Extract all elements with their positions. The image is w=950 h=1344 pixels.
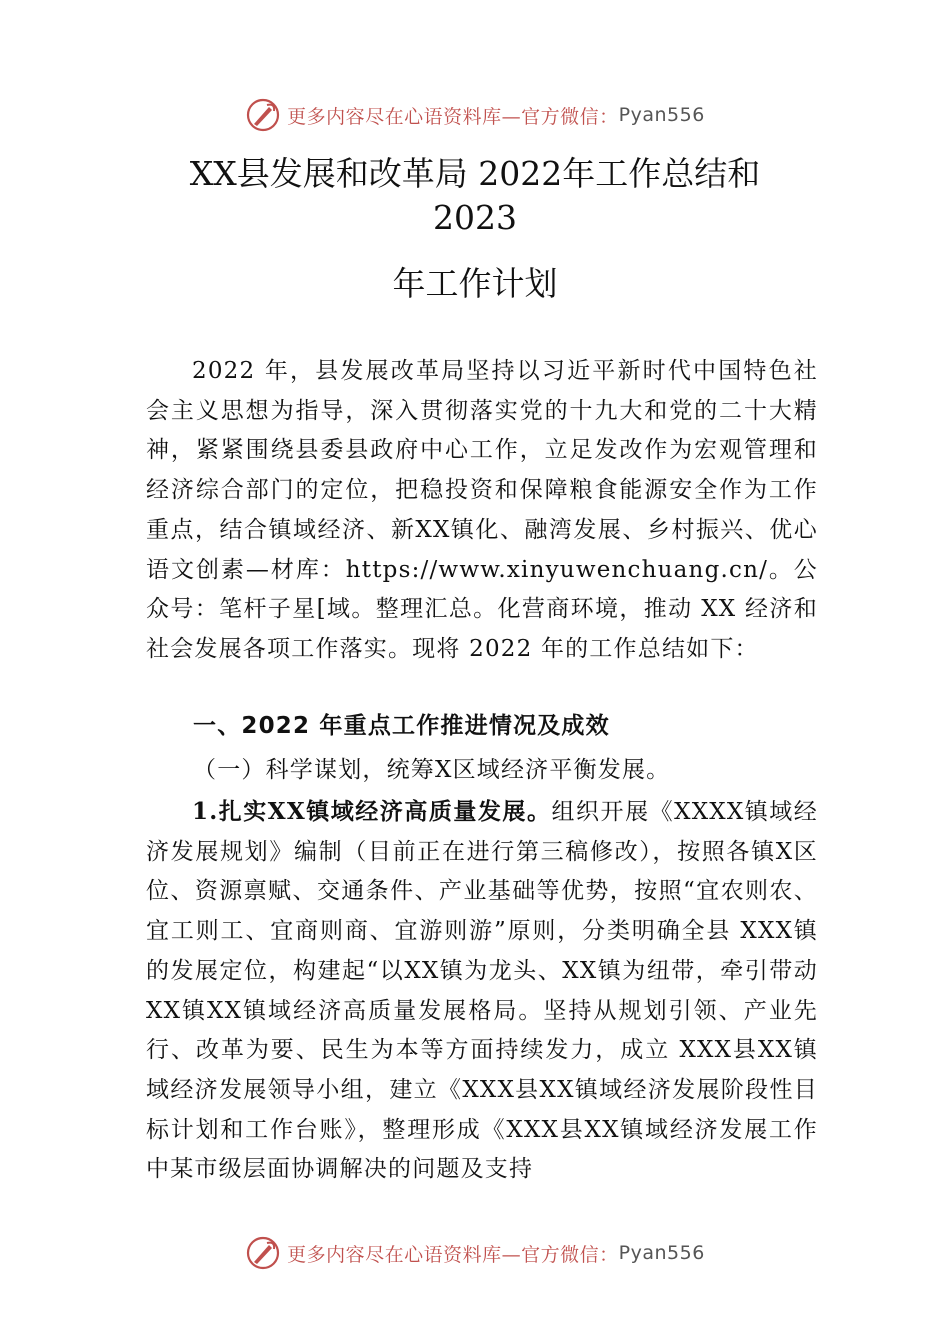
quill-circle-icon <box>245 97 281 133</box>
banner-text: 更多内容尽在心语资料库—官方微信： <box>287 1243 619 1266</box>
intro-paragraph: 2022 年，县发展改革局坚持以习近平新时代中国特色社会主义思想为指导，深入贯彻落实党的十九大和党的二十大精神，紧紧围绕县委县政府中心工作，立足发改作为宏观管理和经济综合部门的定位，把稳投资和保障粮食能源安全作为工作重点，结合镇域经济、新XX镇化、融湾发展、乡村振兴、优心语文创素—材库：https://www.xinyuwenchuang.cn/。公众号：笔杆子星[域。整理汇总。化营商环境，推动 XX 经济和社会发展各项工作落实。现将 2022 年的工作总结如下： <box>146 358 818 662</box>
section-heading: 一、2022 年重点工作推进情况及成效 <box>193 713 610 739</box>
item-lead: 1.扎实XX镇域经济高质量发展。 <box>192 798 552 825</box>
item-paragraph <box>146 792 818 1190</box>
document-title-line-3: 年工作计划 <box>392 264 558 303</box>
header-banner <box>0 92 950 138</box>
banner-text: 更多内容尽在心语资料库—官方微信： <box>287 105 619 128</box>
footer-banner <box>0 1230 950 1276</box>
quill-circle-icon <box>245 1235 281 1271</box>
subsection-heading: （一）科学谋划，统筹X区域经济平衡发展。 <box>193 757 671 783</box>
document-title-line-2: 2023 <box>433 198 517 237</box>
banner-wechat-id: Pyan556 <box>618 104 705 126</box>
banner-wechat-id: Pyan556 <box>618 1242 705 1264</box>
item-body: 组织开展《XXXX镇域经济发展规划》编制（目前正在进行第三稿修改），按照各镇X区位、资源禀赋、交通条件、产业基础等优势，按照“宜农则农、宜工则工、宜商则商、宜游则游”原则，分类明确全县 XXX镇的发展定位，构建起“以XX镇为龙头、XX镇为纽带，牵引带动XX镇XX镇域经济高质量发展格局。坚持从规划引领、产业先行、改革为要、民生为本等方面持续发力，成立 XXX县XX镇域经济发展领导小组，建立《XXX县XX镇域经济发展阶段性目标计划和工作台账》，整理形成《XXX县XX镇域经济发展工作中某市级层面协调解决的问题及支持 <box>146 799 818 1183</box>
document-title-line-1: XX县发展和改革局 2022年工作总结和 <box>189 154 761 193</box>
